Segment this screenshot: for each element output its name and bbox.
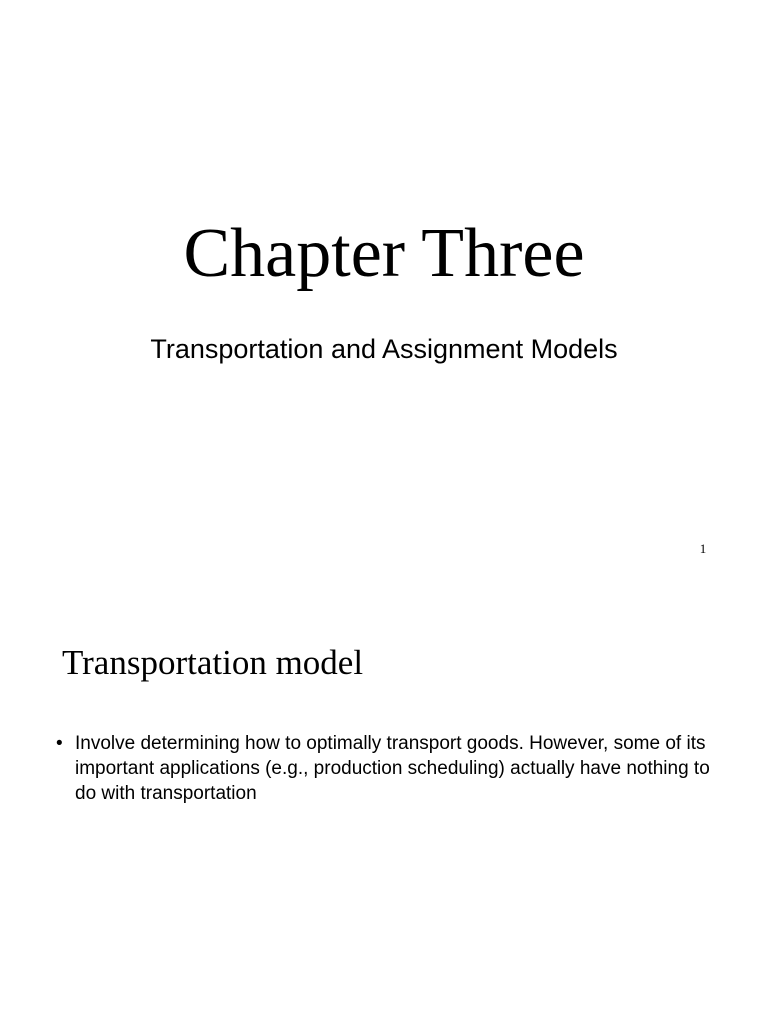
bullet-text: Involve determining how to optimally transport goods. However, some of its important applications (e.g., production scheduling) actually have nothing to do with transportation xyxy=(75,733,710,804)
bullet-list xyxy=(56,731,716,806)
chapter-subtitle: Transportation and Assignment Models xyxy=(150,334,618,364)
page-number: 1 xyxy=(699,541,707,556)
bullet-marker: • xyxy=(56,733,63,754)
bullet-item xyxy=(56,731,716,806)
section-heading: Transportation model xyxy=(62,643,364,682)
chapter-title: Chapter Three xyxy=(183,215,585,292)
